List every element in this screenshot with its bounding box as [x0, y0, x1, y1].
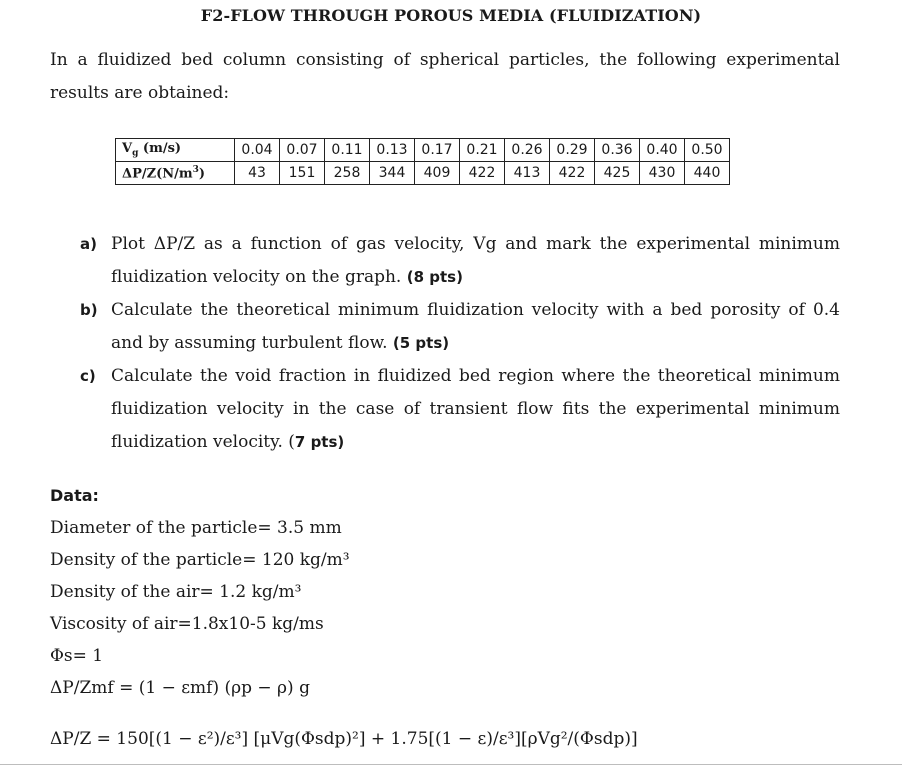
table-cell: 0.50 — [685, 139, 730, 162]
data-line: Φs= 1 — [50, 646, 104, 666]
table-row — [116, 162, 730, 185]
question-text: Calculate the void fraction in fluidized bed region where the theoretical minimum fluidization velocity in the case of transient flow fits the experimental minimum fluidization velocity. ( — [111, 366, 840, 452]
data-line: Viscosity of air=1.8x10-5 kg/ms — [50, 614, 324, 634]
data-line: Diameter of the particle= 3.5 mm — [50, 518, 342, 538]
table-cell: 425 — [595, 162, 640, 185]
question-label: b) — [80, 301, 98, 319]
table-cell: 422 — [460, 162, 505, 185]
question-a — [80, 228, 840, 294]
table-cell: 413 — [505, 162, 550, 185]
question-text: Plot ΔP/Z as a function of gas velocity, Vg and mark the experimental minimum fluidization velocity on the graph. — [111, 234, 840, 287]
table-cell: 0.26 — [505, 139, 550, 162]
table-cell: 151 — [280, 162, 325, 185]
question-c — [80, 360, 840, 459]
table-cell: 409 — [415, 162, 460, 185]
data-heading: Data: — [50, 486, 99, 505]
page-title: F2-FLOW THROUGH POROUS MEDIA (FLUIDIZATION) — [200, 6, 702, 25]
question-list — [80, 228, 840, 459]
question-text: Calculate the theoretical minimum fluidization velocity with a bed porosity of 0.4 and by assuming turbulent flow. — [111, 300, 840, 353]
table-cell: 440 — [685, 162, 730, 185]
table-cell: 0.07 — [280, 139, 325, 162]
table-cell: 0.13 — [370, 139, 415, 162]
row-label-pressure-drop: $\Delta P/Z(N/m^3)$ — [116, 162, 235, 185]
data-line: Density of the particle= 120 kg/m³ — [50, 550, 350, 570]
question-b — [80, 294, 840, 360]
question-label: a) — [80, 235, 97, 253]
equation-min-fluidization: ΔP/Zmf = (1 − εmf) (ρp − ρ) g — [50, 678, 310, 698]
question-points: (5 pts) — [392, 334, 450, 352]
table-row — [116, 139, 730, 162]
table-cell: 344 — [370, 162, 415, 185]
question-points: (8 pts) — [406, 268, 463, 286]
question-points: 7 pts) — [294, 433, 345, 451]
table-cell: 0.17 — [415, 139, 460, 162]
table-cell: 422 — [550, 162, 595, 185]
table-cell: 43 — [235, 162, 280, 185]
page-divider — [0, 764, 902, 765]
data-section — [50, 480, 850, 672]
question-label: c) — [80, 367, 96, 385]
equation-ergun: ΔP/Z = 150[(1 − ε²)/ε³] [μVg(Φsdp)²] + 1.75[(1 − ε)/ε³][ρVg²/(Φsdp)] — [50, 729, 638, 749]
table-cell: 430 — [640, 162, 685, 185]
intro-paragraph: In a fluidized bed column consisting of spherical particles, the following experimental results are obtained: — [50, 50, 840, 103]
table-cell: 0.40 — [640, 139, 685, 162]
row-label-velocity: $V_g$ (m/s) — [116, 139, 235, 162]
data-line: Density of the air= 1.2 kg/m³ — [50, 582, 302, 602]
table-cell: 0.36 — [595, 139, 640, 162]
table-cell: 0.29 — [550, 139, 595, 162]
table-cell: 0.04 — [235, 139, 280, 162]
table-cell: 258 — [325, 162, 370, 185]
table-cell: 0.21 — [460, 139, 505, 162]
table-cell: 0.11 — [325, 139, 370, 162]
experimental-results-table — [115, 138, 730, 185]
